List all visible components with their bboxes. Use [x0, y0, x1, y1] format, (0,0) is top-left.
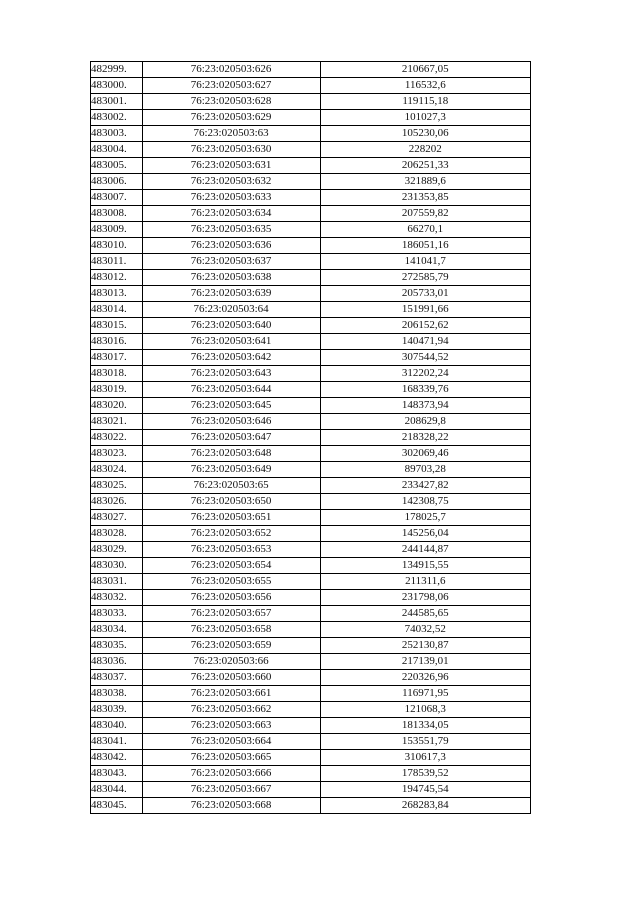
row-number-cell: 483028. — [91, 526, 143, 542]
row-number-cell: 483025. — [91, 478, 143, 494]
cadastral-value-cell: 252130,87 — [320, 638, 530, 654]
cadastral-value-cell: 210667,05 — [320, 62, 530, 78]
row-number-cell: 483044. — [91, 782, 143, 798]
cadastral-value-cell: 168339,76 — [320, 382, 530, 398]
row-number-cell: 483023. — [91, 446, 143, 462]
cadastral-number-cell: 76:23:020503:665 — [142, 750, 320, 766]
cadastral-number-cell: 76:23:020503:650 — [142, 494, 320, 510]
row-number-cell: 483015. — [91, 318, 143, 334]
table-row — [91, 126, 531, 142]
row-number-cell: 483014. — [91, 302, 143, 318]
cadastral-number-cell: 76:23:020503:634 — [142, 206, 320, 222]
table-row — [91, 238, 531, 254]
cadastral-number-cell: 76:23:020503:652 — [142, 526, 320, 542]
cadastral-value-cell: 217139,01 — [320, 654, 530, 670]
cadastral-value-cell: 194745,54 — [320, 782, 530, 798]
table-row — [91, 702, 531, 718]
cadastral-value-cell: 228202 — [320, 142, 530, 158]
row-number-cell: 483016. — [91, 334, 143, 350]
table-row — [91, 430, 531, 446]
table-row — [91, 574, 531, 590]
cadastral-value-cell: 89703,28 — [320, 462, 530, 478]
cadastral-value-cell: 178025,7 — [320, 510, 530, 526]
cadastral-value-cell: 205733,01 — [320, 286, 530, 302]
cadastral-number-cell: 76:23:020503:655 — [142, 574, 320, 590]
cadastral-number-cell: 76:23:020503:637 — [142, 254, 320, 270]
table-row — [91, 526, 531, 542]
cadastral-value-cell: 302069,46 — [320, 446, 530, 462]
row-number-cell: 483005. — [91, 158, 143, 174]
row-number-cell: 483020. — [91, 398, 143, 414]
cadastral-value-cell: 74032,52 — [320, 622, 530, 638]
cadastral-number-cell: 76:23:020503:649 — [142, 462, 320, 478]
cadastral-number-cell: 76:23:020503:658 — [142, 622, 320, 638]
row-number-cell: 483026. — [91, 494, 143, 510]
cadastral-value-cell: 105230,06 — [320, 126, 530, 142]
table-row — [91, 206, 531, 222]
table-row — [91, 494, 531, 510]
cadastral-number-cell: 76:23:020503:662 — [142, 702, 320, 718]
row-number-cell: 483041. — [91, 734, 143, 750]
cadastral-number-cell: 76:23:020503:635 — [142, 222, 320, 238]
cadastral-value-cell: 145256,04 — [320, 526, 530, 542]
cadastral-value-cell: 231798,06 — [320, 590, 530, 606]
table-row — [91, 302, 531, 318]
cadastral-number-cell: 76:23:020503:667 — [142, 782, 320, 798]
cadastral-number-cell: 76:23:020503:641 — [142, 334, 320, 350]
cadastral-number-cell: 76:23:020503:654 — [142, 558, 320, 574]
table-row — [91, 270, 531, 286]
cadastral-number-cell: 76:23:020503:647 — [142, 430, 320, 446]
table-row — [91, 190, 531, 206]
cadastral-number-cell: 76:23:020503:631 — [142, 158, 320, 174]
cadastral-value-cell: 134915,55 — [320, 558, 530, 574]
table-row — [91, 798, 531, 814]
row-number-cell: 483019. — [91, 382, 143, 398]
cadastral-number-cell: 76:23:020503:653 — [142, 542, 320, 558]
cadastral-number-cell: 76:23:020503:645 — [142, 398, 320, 414]
row-number-cell: 483031. — [91, 574, 143, 590]
table-row — [91, 718, 531, 734]
cadastral-number-cell: 76:23:020503:651 — [142, 510, 320, 526]
row-number-cell: 483006. — [91, 174, 143, 190]
table-row — [91, 622, 531, 638]
table-row — [91, 686, 531, 702]
cadastral-value-cell: 116971,95 — [320, 686, 530, 702]
row-number-cell: 483038. — [91, 686, 143, 702]
cadastral-number-cell: 76:23:020503:63 — [142, 126, 320, 142]
row-number-cell: 483034. — [91, 622, 143, 638]
cadastral-number-cell: 76:23:020503:664 — [142, 734, 320, 750]
table-row — [91, 222, 531, 238]
cadastral-number-cell: 76:23:020503:626 — [142, 62, 320, 78]
row-number-cell: 483002. — [91, 110, 143, 126]
cadastral-value-cell: 141041,7 — [320, 254, 530, 270]
cadastral-value-cell: 151991,66 — [320, 302, 530, 318]
row-number-cell: 483037. — [91, 670, 143, 686]
row-number-cell: 483013. — [91, 286, 143, 302]
cadastral-value-cell: 231353,85 — [320, 190, 530, 206]
cadastral-number-cell: 76:23:020503:638 — [142, 270, 320, 286]
table-row — [91, 750, 531, 766]
table-row — [91, 366, 531, 382]
cadastral-value-cell: 142308,75 — [320, 494, 530, 510]
cadastral-number-cell: 76:23:020503:66 — [142, 654, 320, 670]
table-row — [91, 510, 531, 526]
table-row — [91, 110, 531, 126]
table-row — [91, 606, 531, 622]
cadastral-number-cell: 76:23:020503:627 — [142, 78, 320, 94]
cadastral-number-cell: 76:23:020503:630 — [142, 142, 320, 158]
cadastral-value-cell: 206152,62 — [320, 318, 530, 334]
cadastral-value-cell: 244144,87 — [320, 542, 530, 558]
cadastral-value-cell: 121068,3 — [320, 702, 530, 718]
cadastral-value-cell: 207559,82 — [320, 206, 530, 222]
table-body — [91, 62, 531, 814]
table-row — [91, 558, 531, 574]
table-row — [91, 414, 531, 430]
table-row — [91, 350, 531, 366]
table-row — [91, 318, 531, 334]
table-row — [91, 654, 531, 670]
table-row — [91, 462, 531, 478]
cadastral-number-cell: 76:23:020503:65 — [142, 478, 320, 494]
cadastral-number-cell: 76:23:020503:632 — [142, 174, 320, 190]
cadastral-value-cell: 244585,65 — [320, 606, 530, 622]
cadastral-number-cell: 76:23:020503:639 — [142, 286, 320, 302]
cadastral-number-cell: 76:23:020503:642 — [142, 350, 320, 366]
row-number-cell: 483029. — [91, 542, 143, 558]
cadastral-number-cell: 76:23:020503:643 — [142, 366, 320, 382]
cadastral-number-cell: 76:23:020503:644 — [142, 382, 320, 398]
table-row — [91, 142, 531, 158]
row-number-cell: 483045. — [91, 798, 143, 814]
table-row — [91, 382, 531, 398]
cadastral-number-cell: 76:23:020503:668 — [142, 798, 320, 814]
row-number-cell: 483043. — [91, 766, 143, 782]
row-number-cell: 483009. — [91, 222, 143, 238]
cadastral-value-cell: 220326,96 — [320, 670, 530, 686]
row-number-cell: 483007. — [91, 190, 143, 206]
row-number-cell: 483032. — [91, 590, 143, 606]
cadastral-value-cell: 211311,6 — [320, 574, 530, 590]
row-number-cell: 483012. — [91, 270, 143, 286]
table-row — [91, 286, 531, 302]
cadastral-number-cell: 76:23:020503:629 — [142, 110, 320, 126]
cadastral-number-cell: 76:23:020503:666 — [142, 766, 320, 782]
cadastral-number-cell: 76:23:020503:64 — [142, 302, 320, 318]
cadastral-value-cell: 153551,79 — [320, 734, 530, 750]
table-row — [91, 782, 531, 798]
row-number-cell: 482999. — [91, 62, 143, 78]
cadastral-value-cell: 312202,24 — [320, 366, 530, 382]
cadastral-value-cell: 321889,6 — [320, 174, 530, 190]
cadastral-value-cell: 186051,16 — [320, 238, 530, 254]
row-number-cell: 483035. — [91, 638, 143, 654]
cadastral-value-cell: 66270,1 — [320, 222, 530, 238]
cadastral-value-table — [90, 61, 531, 814]
table-row — [91, 766, 531, 782]
row-number-cell: 483003. — [91, 126, 143, 142]
table-row — [91, 254, 531, 270]
table-row — [91, 590, 531, 606]
table-row — [91, 478, 531, 494]
row-number-cell: 483042. — [91, 750, 143, 766]
cadastral-value-cell: 268283,84 — [320, 798, 530, 814]
table-row — [91, 174, 531, 190]
cadastral-value-cell: 310617,3 — [320, 750, 530, 766]
row-number-cell: 483017. — [91, 350, 143, 366]
row-number-cell: 483039. — [91, 702, 143, 718]
cadastral-value-cell: 140471,94 — [320, 334, 530, 350]
row-number-cell: 483033. — [91, 606, 143, 622]
cadastral-value-cell: 218328,22 — [320, 430, 530, 446]
table-row — [91, 670, 531, 686]
table-row — [91, 158, 531, 174]
cadastral-value-cell: 233427,82 — [320, 478, 530, 494]
cadastral-value-cell: 116532,6 — [320, 78, 530, 94]
row-number-cell: 483004. — [91, 142, 143, 158]
cadastral-value-cell: 208629,8 — [320, 414, 530, 430]
row-number-cell: 483011. — [91, 254, 143, 270]
cadastral-number-cell: 76:23:020503:661 — [142, 686, 320, 702]
row-number-cell: 483001. — [91, 94, 143, 110]
cadastral-number-cell: 76:23:020503:646 — [142, 414, 320, 430]
row-number-cell: 483008. — [91, 206, 143, 222]
cadastral-value-cell: 148373,94 — [320, 398, 530, 414]
row-number-cell: 483040. — [91, 718, 143, 734]
row-number-cell: 483024. — [91, 462, 143, 478]
cadastral-value-cell: 181334,05 — [320, 718, 530, 734]
row-number-cell: 483010. — [91, 238, 143, 254]
cadastral-number-cell: 76:23:020503:656 — [142, 590, 320, 606]
cadastral-number-cell: 76:23:020503:640 — [142, 318, 320, 334]
cadastral-value-cell: 307544,52 — [320, 350, 530, 366]
row-number-cell: 483036. — [91, 654, 143, 670]
cadastral-number-cell: 76:23:020503:659 — [142, 638, 320, 654]
table-row — [91, 94, 531, 110]
cadastral-number-cell: 76:23:020503:648 — [142, 446, 320, 462]
table-row — [91, 334, 531, 350]
cadastral-value-cell: 178539,52 — [320, 766, 530, 782]
table-row — [91, 398, 531, 414]
table-row — [91, 446, 531, 462]
table-row — [91, 78, 531, 94]
table-row — [91, 62, 531, 78]
cadastral-value-cell: 206251,33 — [320, 158, 530, 174]
cadastral-number-cell: 76:23:020503:657 — [142, 606, 320, 622]
cadastral-value-cell: 272585,79 — [320, 270, 530, 286]
cadastral-value-cell: 101027,3 — [320, 110, 530, 126]
cadastral-number-cell: 76:23:020503:663 — [142, 718, 320, 734]
table-row — [91, 734, 531, 750]
cadastral-value-cell: 119115,18 — [320, 94, 530, 110]
cadastral-number-cell: 76:23:020503:660 — [142, 670, 320, 686]
cadastral-number-cell: 76:23:020503:636 — [142, 238, 320, 254]
table-row — [91, 638, 531, 654]
row-number-cell: 483000. — [91, 78, 143, 94]
row-number-cell: 483030. — [91, 558, 143, 574]
row-number-cell: 483027. — [91, 510, 143, 526]
row-number-cell: 483018. — [91, 366, 143, 382]
row-number-cell: 483022. — [91, 430, 143, 446]
table-row — [91, 542, 531, 558]
row-number-cell: 483021. — [91, 414, 143, 430]
cadastral-number-cell: 76:23:020503:628 — [142, 94, 320, 110]
cadastral-number-cell: 76:23:020503:633 — [142, 190, 320, 206]
